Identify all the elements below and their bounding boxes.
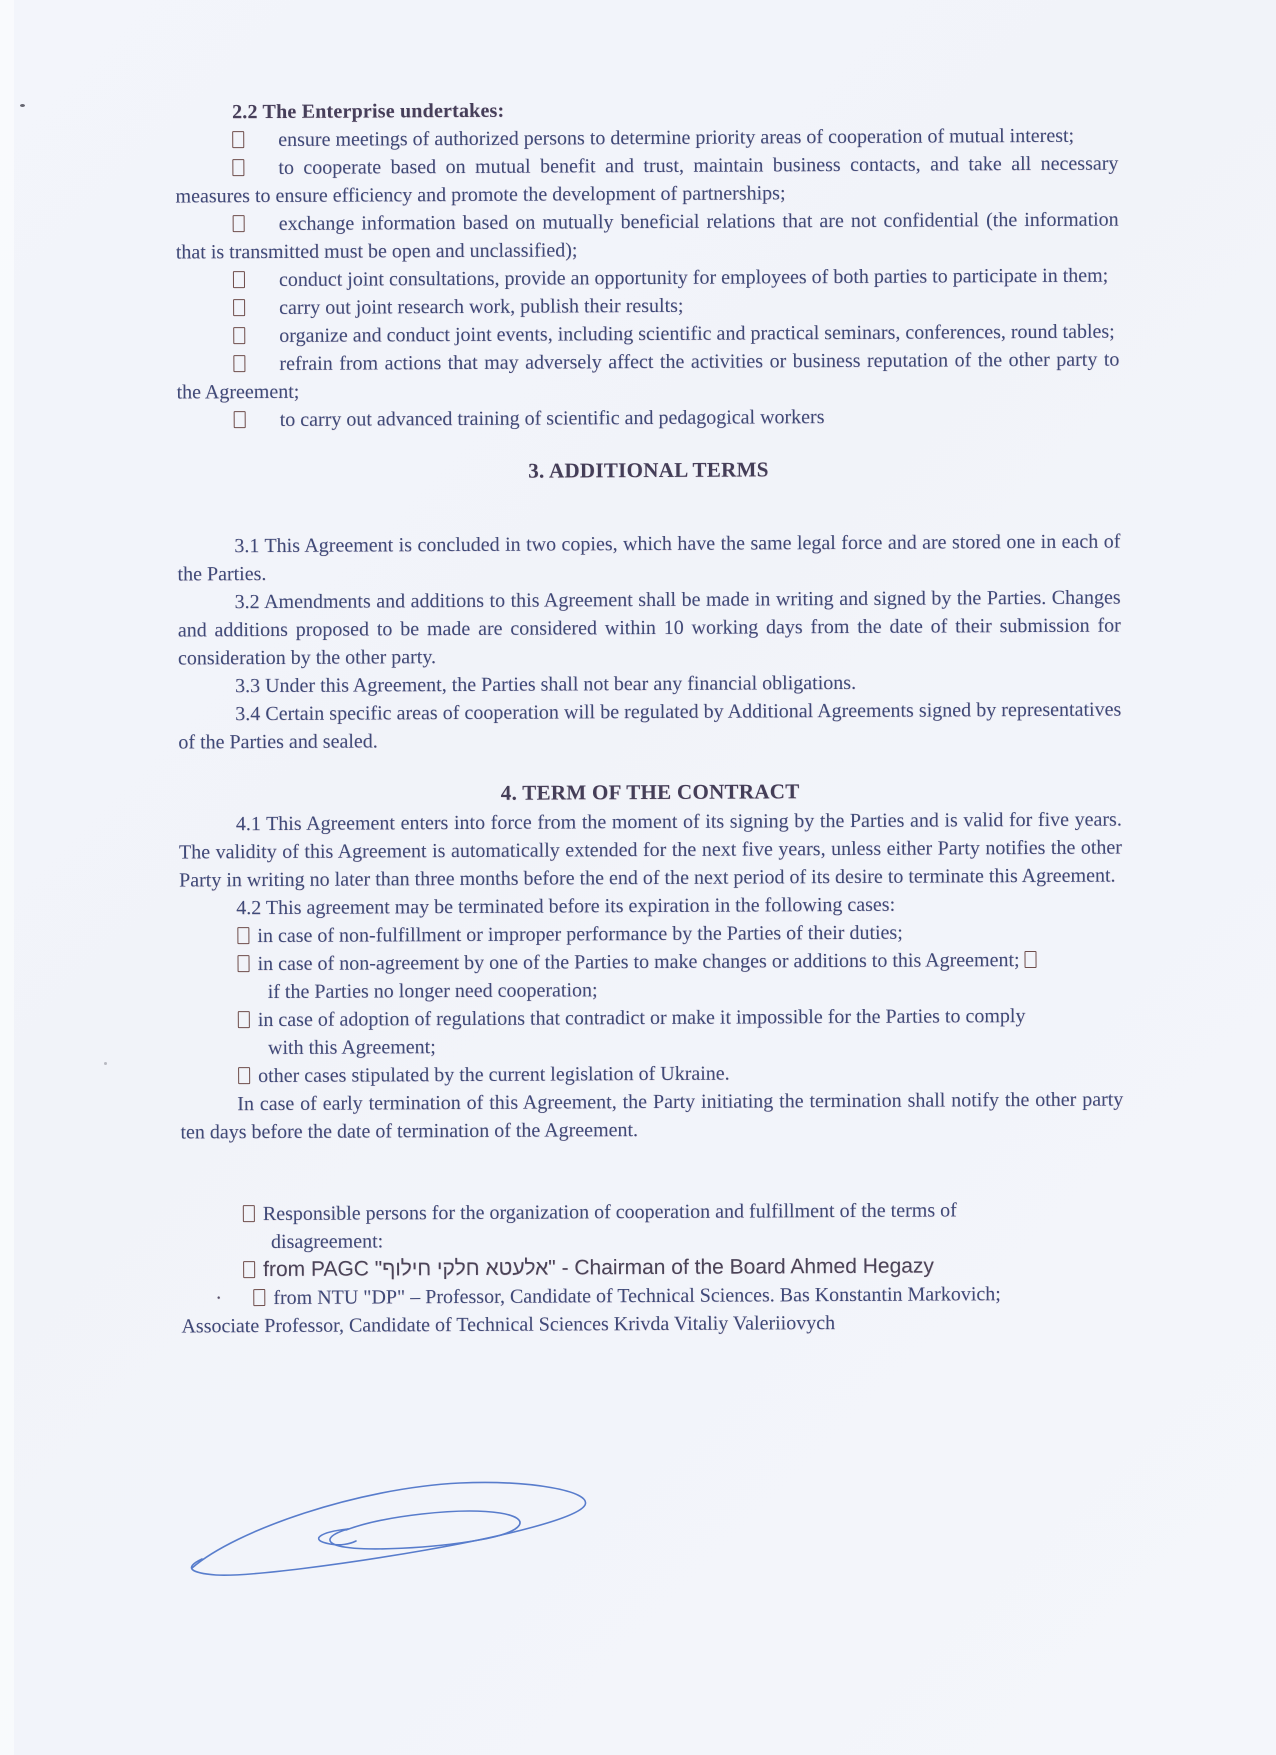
list-item — [177, 402, 1120, 435]
list-item-text: refrain from actions that may adversely affect the activities or business reputation of the other party to the Agreement; — [176, 348, 1120, 404]
list-item-text: carry out joint research work, publish their results; — [279, 294, 684, 319]
scan-speck — [20, 104, 25, 107]
list-item-text: conduct joint consultations, provide an opportunity for employees of both parties to participate in them; — [278, 264, 1109, 291]
responsible-intro-text: Responsible persons for the organization of cooperation and fulfillment of the terms of — [262, 1199, 957, 1226]
clause-2-2-heading: 2.2 The Enterprise undertakes: — [232, 99, 505, 124]
list-item-text: exchange information based on mutually beneficial relations that are not confidential (the information that is transmitted must be open and unclassified); — [175, 208, 1119, 264]
clause-3-3: 3.3 Under this Agreement, the Parties shall not bear any financial obligations. — [235, 671, 857, 698]
box-bullet-icon — [233, 299, 245, 316]
case-text: in case of non-fulfillment or improper performance by the Parties of their duties; — [257, 921, 903, 948]
case-text: other cases stipulated by the current legislation of Ukraine. — [258, 1062, 730, 1088]
stray-dot: · — [215, 1287, 223, 1310]
case-continuation: with this Agreement; — [267, 1036, 436, 1059]
responsible-ntu-line — [215, 1280, 1124, 1313]
document-body — [175, 94, 1124, 1341]
early-termination-paragraph: In case of early termination of this Agreement, the Party initiating the termination shall notify the other party ten days before the date of termination of the Agreement. — [180, 1088, 1124, 1144]
list-item-text: organize and conduct joint events, including scientific and practical seminars, conferences, round tables; — [279, 320, 1115, 347]
signature-stroke — [178, 1472, 598, 1582]
clause-4-2: 4.2 This agreement may be terminated before its expiration in the following cases: — [236, 893, 896, 920]
scan-speck — [104, 1062, 107, 1065]
box-bullet-icon — [233, 271, 245, 288]
section-3-heading: 3. ADDITIONAL TERMS — [528, 457, 769, 483]
list-item — [176, 346, 1119, 407]
termination-case — [237, 946, 1122, 1007]
box-bullet-icon — [1024, 951, 1036, 968]
box-bullet-icon — [233, 215, 245, 232]
box-bullet-icon — [232, 159, 244, 176]
box-bullet-icon — [232, 131, 244, 148]
list-item-text: to carry out advanced training of scientific and pedagogical workers — [279, 406, 825, 431]
box-bullet-icon — [237, 955, 249, 972]
list-item-text: to cooperate based on mutual benefit and trust, maintain business contacts, and take all necessary measures to ensure efficiency and promote the development of partnerships; — [175, 152, 1119, 208]
box-bullet-icon — [237, 927, 249, 944]
box-bullet-icon — [233, 327, 245, 344]
clause-3-4: 3.4 Certain specific areas of cooperation will be regulated by Additional Agreements signed by representatives of the Parties and sealed. — [178, 698, 1122, 754]
responsible-intro-continuation: disagreement: — [270, 1230, 384, 1253]
box-bullet-icon — [233, 355, 245, 372]
case-text: in case of adoption of regulations that contradict or make it impossible for the Parties to comply — [257, 1005, 1026, 1032]
list-item — [176, 262, 1119, 295]
pagc-text: from PAGC "אלעטא חלקי חילוף" - Chairman of the Board Ahmed Hegazy — [263, 1254, 934, 1282]
list-item — [176, 206, 1119, 267]
clause-4-1: 4.1 This Agreement enters into force from the moment of its signing by the Parties and is valid for five years. The validity of this Agreement is automatically extended for the next five years, unless either Party notifies the other Party in writing no later than three months before the end of the next period of its desire to terminate this Agreement. — [178, 808, 1122, 892]
responsible-ntu-continuation: Associate Professor, Candidate of Technical Sciences Krivda Vitaliy Valeriiovych — [181, 1312, 836, 1338]
responsible-persons-intro — [243, 1196, 1124, 1257]
case-text: in case of non-agreement by one of the Parties to make changes or additions to this Agreement; — [257, 949, 1020, 976]
list-item — [175, 150, 1118, 211]
box-bullet-icon — [243, 1261, 255, 1278]
termination-case — [238, 1002, 1123, 1063]
signature — [178, 1472, 598, 1582]
box-bullet-icon — [238, 1067, 250, 1084]
box-bullet-icon — [253, 1289, 265, 1306]
box-bullet-icon — [238, 1011, 250, 1028]
box-bullet-icon — [234, 411, 246, 428]
box-bullet-icon — [243, 1205, 255, 1222]
section-4-heading: 4. TERM OF THE CONTRACT — [500, 779, 800, 805]
list-item-text: ensure meetings of authorized persons to determine priority areas of cooperation of mutual interest; — [278, 124, 1075, 151]
clause-3-2: 3.2 Amendments and additions to this Agreement shall be made in writing and signed by the Parties. Changes and additions proposed to be made are considered within 10 working days from the date of their submission for consideration by the other party. — [177, 586, 1121, 670]
case-continuation: if the Parties no longer need cooperation; — [267, 979, 598, 1003]
ntu-text: from NTU "DP" – Professor, Candidate of Technical Sciences. Bas Konstantin Markovich; — [273, 1283, 1001, 1309]
clause-3-1: 3.1 This Agreement is concluded in two copies, which have the same legal force and are stored one in each of the Parties. — [177, 530, 1121, 586]
